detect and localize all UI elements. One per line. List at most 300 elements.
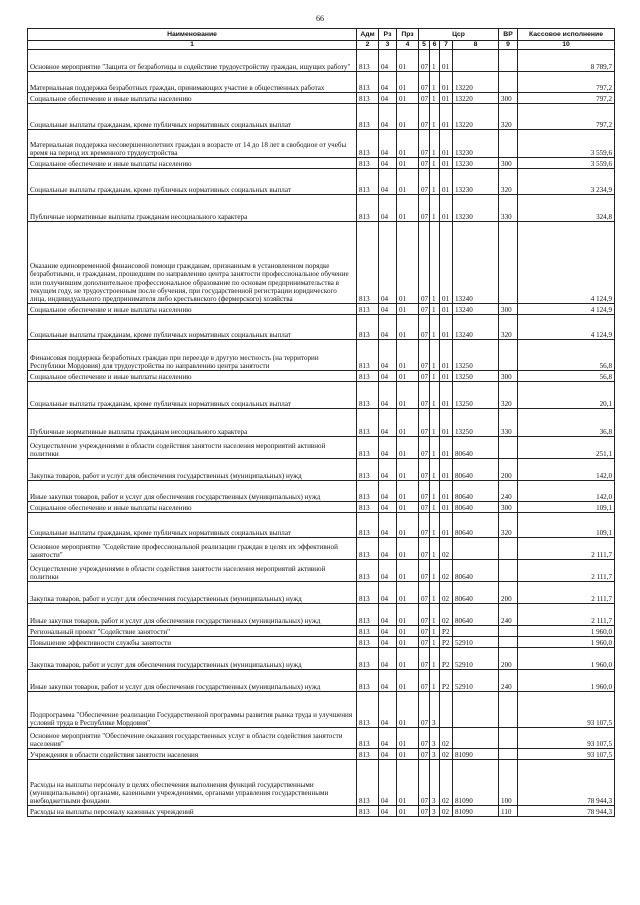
row-name: Основное мероприятие "Защита от безработицы и содействие трудоустройству граждан, ищущих работу" [28,50,357,72]
row-adm: 813 [357,50,379,72]
row-vr: 240 [499,604,518,626]
row-vr [499,692,518,728]
row-vr: 300 [499,502,518,513]
column-number: 9 [499,41,518,50]
row-rz: 04 [379,582,397,604]
row-amount: 93 107,5 [518,749,615,760]
row-prz: 01 [397,50,419,72]
row-adm: 813 [357,382,379,409]
row-csr-direction: 13250 [453,382,499,409]
row-csr-subprogram: 1 [430,538,440,560]
row-rz: 04 [379,481,397,502]
row-csr-direction: 80640 [453,437,499,459]
row-csr-direction [453,538,499,560]
row-name: Закупка товаров, работ и услуг для обеспечения государственных (муниципальных) нужд [28,648,357,670]
header-row [28,29,615,41]
row-prz: 01 [397,513,419,538]
row-rz: 04 [379,502,397,513]
row-name: Публичные нормативные выплаты гражданам несоциального характера [28,409,357,437]
row-csr-program: 07 [419,502,430,513]
row-vr [499,50,518,72]
row-csr-program: 07 [419,728,430,749]
row-name: Осуществление учреждениями в области содействия занятости населения мероприятий активной политики [28,437,357,459]
row-prz: 01 [397,637,419,648]
row-vr [499,72,518,93]
row-adm: 813 [357,604,379,626]
row-csr-event: 02 [440,560,453,582]
row-adm: 813 [357,538,379,560]
row-adm: 813 [357,195,379,222]
row-csr-direction: 52910 [453,670,499,692]
row-csr-subprogram: 1 [430,670,440,692]
column-number: 8 [453,41,499,50]
row-csr-program: 07 [419,104,430,130]
row-vr: 200 [499,459,518,481]
header-vr: ВР [499,29,518,41]
row-name: Социальное обеспечение и иные выплаты населению [28,371,357,382]
row-prz: 01 [397,626,419,637]
row-rz: 04 [379,437,397,459]
row-name: Подпрограмма "Обеспечение реализации Государственной программы развития рынка труда и улучшения условий труда в Республике Мордовия" [28,692,357,728]
header-amount: Кассовое исполнение [518,29,615,41]
row-csr-direction: 81090 [453,749,499,760]
row-csr-program: 07 [419,760,430,806]
row-rz: 04 [379,760,397,806]
row-amount: 93 107,5 [518,728,615,749]
row-csr-subprogram: 1 [430,195,440,222]
row-vr: 300 [499,158,518,169]
row-csr-program: 07 [419,637,430,648]
row-amount: 109,1 [518,513,615,538]
table-row [28,749,615,760]
row-amount: 1 960,0 [518,648,615,670]
row-csr-subprogram: 1 [430,72,440,93]
row-vr: 300 [499,93,518,104]
table-row [28,222,615,304]
row-csr-direction: 13250 [453,340,499,371]
row-vr [499,130,518,158]
table-row [28,538,615,560]
row-csr-event: 01 [440,315,453,340]
column-number: 4 [397,41,419,50]
row-csr-event: 01 [440,222,453,304]
row-amount: 78 944,3 [518,806,615,817]
row-name: Закупка товаров, работ и услуг для обеспечения государственных (муниципальных) нужд [28,459,357,481]
row-csr-program: 07 [419,315,430,340]
row-prz: 01 [397,104,419,130]
header-rz: Рз [379,29,397,41]
row-adm: 813 [357,560,379,582]
row-amount: 251,1 [518,437,615,459]
budget-table [27,28,615,817]
row-prz: 01 [397,604,419,626]
table-row [28,72,615,93]
row-amount: 2 111,7 [518,582,615,604]
row-vr [499,637,518,648]
table-row [28,481,615,502]
row-vr [499,626,518,637]
table-row [28,560,615,582]
table-row [28,626,615,637]
column-number: 5 [419,41,430,50]
row-csr-direction: 13230 [453,158,499,169]
row-csr-direction: 80640 [453,604,499,626]
row-csr-program: 07 [419,481,430,502]
row-csr-program: 07 [419,749,430,760]
row-csr-event: P2 [440,670,453,692]
row-csr-event: 02 [440,749,453,760]
table-row [28,806,615,817]
row-adm: 813 [357,169,379,195]
row-prz: 01 [397,304,419,315]
row-adm: 813 [357,72,379,93]
row-csr-program: 07 [419,130,430,158]
row-prz: 01 [397,670,419,692]
row-prz: 01 [397,502,419,513]
row-csr-subprogram: 1 [430,340,440,371]
row-csr-event: 01 [440,195,453,222]
row-prz: 01 [397,382,419,409]
row-vr: 330 [499,409,518,437]
row-adm: 813 [357,304,379,315]
row-amount: 797,2 [518,72,615,93]
row-prz: 01 [397,195,419,222]
row-csr-subprogram: 1 [430,481,440,502]
table-row [28,459,615,481]
row-prz: 01 [397,692,419,728]
row-csr-event: 02 [440,760,453,806]
row-name: Расходы на выплаты персоналу казенных учреждений [28,806,357,817]
row-csr-program: 07 [419,222,430,304]
row-rz: 04 [379,72,397,93]
row-csr-program: 07 [419,582,430,604]
header-csr: Цср [419,29,499,41]
row-csr-subprogram: 1 [430,93,440,104]
row-prz: 01 [397,437,419,459]
row-rz: 04 [379,728,397,749]
row-amount: 8 789,7 [518,50,615,72]
row-rz: 04 [379,670,397,692]
row-name: Расходы на выплаты персоналу в целях обеспечения выполнения функций государственными (муниципальными) органами, казенными учреждениями, органами управления государственными внебюджетными фондами [28,760,357,806]
row-csr-program: 07 [419,93,430,104]
row-vr: 320 [499,513,518,538]
row-csr-direction: 80640 [453,459,499,481]
row-amount: 20,1 [518,382,615,409]
row-prz: 01 [397,582,419,604]
row-csr-direction [453,692,499,728]
row-amount: 3 234,9 [518,169,615,195]
row-csr-subprogram: 1 [430,648,440,670]
row-prz: 01 [397,371,419,382]
row-amount: 2 111,7 [518,538,615,560]
table-row [28,409,615,437]
row-csr-event: 01 [440,72,453,93]
row-csr-direction: 13240 [453,304,499,315]
row-csr-program: 07 [419,195,430,222]
row-csr-direction: 13250 [453,371,499,382]
header-name: Наименование [28,29,357,41]
row-csr-event: P2 [440,626,453,637]
row-csr-direction: 13240 [453,222,499,304]
row-amount: 1 960,0 [518,637,615,648]
row-csr-subprogram: 3 [430,806,440,817]
row-name: Социальное обеспечение и иные выплаты населению [28,93,357,104]
row-adm: 813 [357,340,379,371]
row-vr [499,222,518,304]
row-csr-subprogram: 1 [430,637,440,648]
row-adm: 813 [357,502,379,513]
row-csr-subprogram: 1 [430,50,440,72]
row-csr-program: 07 [419,806,430,817]
row-csr-program: 07 [419,626,430,637]
row-csr-event [440,692,453,728]
row-adm: 813 [357,409,379,437]
row-csr-direction: 13220 [453,72,499,93]
row-csr-program: 07 [419,692,430,728]
row-adm: 813 [357,222,379,304]
row-csr-program: 07 [419,437,430,459]
row-rz: 04 [379,93,397,104]
row-amount: 1 960,0 [518,670,615,692]
row-rz: 04 [379,648,397,670]
row-csr-program: 07 [419,560,430,582]
row-vr: 320 [499,382,518,409]
row-vr [499,560,518,582]
row-csr-direction: 52910 [453,648,499,670]
table-row [28,169,615,195]
table-row [28,195,615,222]
row-adm: 813 [357,513,379,538]
row-adm: 813 [357,437,379,459]
row-rz: 04 [379,315,397,340]
row-csr-program: 07 [419,513,430,538]
row-vr [499,749,518,760]
header-adm: Адм [357,29,379,41]
row-amount: 324,8 [518,195,615,222]
row-prz: 01 [397,158,419,169]
row-csr-subprogram: 1 [430,158,440,169]
row-csr-direction: 13250 [453,409,499,437]
table-row [28,760,615,806]
row-prz: 01 [397,93,419,104]
row-name: Социальные выплаты гражданам, кроме публичных нормативных социальных выплат [28,169,357,195]
page-number: 66 [316,14,324,23]
row-csr-subprogram: 1 [430,130,440,158]
row-csr-program: 07 [419,670,430,692]
row-csr-program: 07 [419,538,430,560]
row-amount: 2 111,7 [518,604,615,626]
row-name: Социальные выплаты гражданам, кроме публичных нормативных социальных выплат [28,513,357,538]
row-amount: 797,2 [518,93,615,104]
row-csr-event: 02 [440,728,453,749]
row-csr-direction: 13230 [453,195,499,222]
row-vr: 330 [499,195,518,222]
row-rz: 04 [379,130,397,158]
row-adm: 813 [357,626,379,637]
row-vr: 300 [499,371,518,382]
row-prz: 01 [397,538,419,560]
row-csr-subprogram: 1 [430,459,440,481]
row-csr-event: P2 [440,648,453,670]
row-name: Осуществление учреждениями в области содействия занятости населения мероприятий активной политики [28,560,357,582]
table-row [28,502,615,513]
table-row [28,670,615,692]
row-rz: 04 [379,513,397,538]
row-adm: 813 [357,670,379,692]
row-csr-program: 07 [419,50,430,72]
row-adm: 813 [357,93,379,104]
table-row [28,130,615,158]
row-adm: 813 [357,481,379,502]
row-csr-direction: 80640 [453,502,499,513]
table-row [28,340,615,371]
row-csr-subprogram: 1 [430,604,440,626]
row-csr-event: 01 [440,481,453,502]
row-amount: 56,8 [518,340,615,371]
row-amount: 93 107,5 [518,692,615,728]
row-amount: 3 559,6 [518,158,615,169]
row-vr: 320 [499,104,518,130]
row-csr-event: 01 [440,513,453,538]
row-csr-direction: 13230 [453,169,499,195]
row-csr-event: 02 [440,806,453,817]
row-csr-direction: 80640 [453,513,499,538]
column-number: 2 [357,41,379,50]
row-csr-event: 01 [440,158,453,169]
row-name: Иные закупки товаров, работ и услуг для обеспечения государственных (муниципальных) нужд [28,670,357,692]
row-csr-program: 07 [419,304,430,315]
row-rz: 04 [379,304,397,315]
row-adm: 813 [357,749,379,760]
row-csr-program: 07 [419,409,430,437]
row-amount: 4 124,9 [518,304,615,315]
row-csr-direction: 80640 [453,481,499,502]
row-prz: 01 [397,409,419,437]
row-csr-program: 07 [419,340,430,371]
row-name: Социальные выплаты гражданам, кроме публичных нормативных социальных выплат [28,104,357,130]
row-csr-subprogram: 3 [430,728,440,749]
table-row [28,158,615,169]
row-csr-program: 07 [419,648,430,670]
row-name: Оказание единовременной финансовой помощи гражданам, признанным в установленном порядке безработными, и гражданам, прошедшим по направлению центра занятости профессиональное обучение или получившим дополнительное профессиональное образование по основам предпринимательства в текущем году, не трудоустроенным после обучения, при государственной регистрации юридического лица, индивидуального предпринимателя либо крестьянского (фермерского) хозяйства [28,222,357,304]
row-csr-direction [453,626,499,637]
row-name: Учреждения в области содействия занятости населения [28,749,357,760]
row-prz: 01 [397,648,419,670]
row-adm: 813 [357,582,379,604]
row-vr: 320 [499,315,518,340]
row-amount: 2 111,7 [518,560,615,582]
row-rz: 04 [379,604,397,626]
row-rz: 04 [379,340,397,371]
table-row [28,50,615,72]
row-rz: 04 [379,158,397,169]
row-amount: 56,8 [518,371,615,382]
row-prz: 01 [397,560,419,582]
row-csr-event: 01 [440,437,453,459]
row-name: Материальная поддержка безработных граждан, принимающих участие в общественных работах [28,72,357,93]
row-vr: 200 [499,648,518,670]
row-name: Социальные выплаты гражданам, кроме публичных нормативных социальных выплат [28,382,357,409]
row-adm: 813 [357,459,379,481]
row-name: Основное мероприятие "Обеспечение оказания государственных услуг в области содействия занятости населения" [28,728,357,749]
row-prz: 01 [397,481,419,502]
row-adm: 813 [357,637,379,648]
row-amount: 109,1 [518,502,615,513]
table-row [28,513,615,538]
row-name: Повышение эффективности службы занятости [28,637,357,648]
row-csr-direction [453,728,499,749]
row-name: Иные закупки товаров, работ и услуг для обеспечения государственных (муниципальных) нужд [28,604,357,626]
row-csr-subprogram: 1 [430,304,440,315]
table-row [28,304,615,315]
table-row [28,648,615,670]
row-csr-direction: 13220 [453,104,499,130]
row-prz: 01 [397,760,419,806]
row-rz: 04 [379,749,397,760]
row-rz: 04 [379,626,397,637]
row-prz: 01 [397,169,419,195]
row-csr-direction: 81090 [453,760,499,806]
row-rz: 04 [379,459,397,481]
row-name: Иные закупки товаров, работ и услуг для обеспечения государственных (муниципальных) нужд [28,481,357,502]
row-vr: 100 [499,760,518,806]
row-name: Основное мероприятие "Содействие профессиональной реализации граждан в целях их эффективной занятости" [28,538,357,560]
row-csr-event: 01 [440,409,453,437]
row-csr-event: 01 [440,502,453,513]
row-amount: 4 124,9 [518,222,615,304]
row-name: Социальное обеспечение и иные выплаты населению [28,304,357,315]
row-amount: 78 944,3 [518,760,615,806]
row-rz: 04 [379,538,397,560]
row-csr-event: 01 [440,304,453,315]
row-prz: 01 [397,222,419,304]
row-csr-subprogram: 1 [430,104,440,130]
row-csr-program: 07 [419,459,430,481]
row-adm: 813 [357,371,379,382]
table-body [28,50,615,817]
row-csr-event: 01 [440,169,453,195]
row-vr [499,340,518,371]
column-number: 10 [518,41,615,50]
row-vr: 240 [499,670,518,692]
row-name: Публичные нормативные выплаты гражданам несоциального характера [28,195,357,222]
row-csr-subprogram: 1 [430,626,440,637]
row-csr-event: 01 [440,93,453,104]
table-row [28,728,615,749]
row-amount: 3 559,6 [518,130,615,158]
row-amount: 797,2 [518,104,615,130]
row-amount: 142,0 [518,459,615,481]
row-rz: 04 [379,104,397,130]
row-adm: 813 [357,158,379,169]
row-csr-program: 07 [419,382,430,409]
row-rz: 04 [379,50,397,72]
row-csr-program: 07 [419,72,430,93]
row-csr-event: 02 [440,538,453,560]
row-csr-subprogram: 1 [430,382,440,409]
row-rz: 04 [379,382,397,409]
row-csr-subprogram: 1 [430,582,440,604]
row-rz: 04 [379,195,397,222]
row-vr [499,538,518,560]
row-vr: 200 [499,582,518,604]
row-csr-subprogram: 3 [430,760,440,806]
row-prz: 01 [397,315,419,340]
row-amount: 1 960,0 [518,626,615,637]
row-amount: 36,8 [518,409,615,437]
row-csr-event: 02 [440,582,453,604]
table-row [28,437,615,459]
